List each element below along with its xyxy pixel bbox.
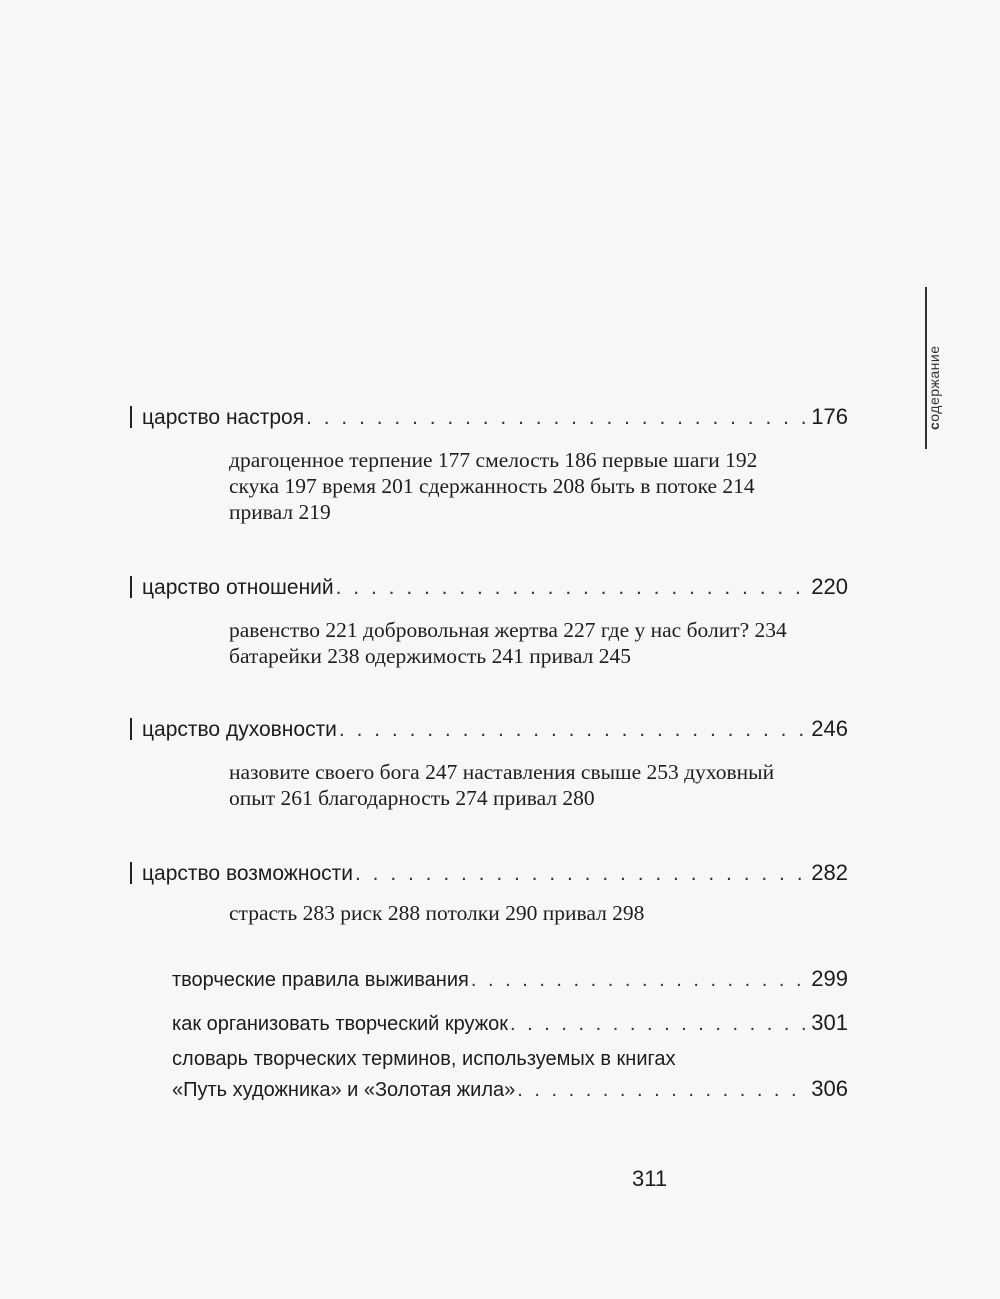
section-page: 176 — [811, 404, 848, 429]
toc-appendix-entry[interactable] — [172, 1076, 848, 1102]
subentry-line: драгоценное терпение 177 смелость 186 первые шаги 192 — [229, 448, 758, 472]
subentry-line: скука 197 время 201 сдержанность 208 быть в потоке 214 — [229, 474, 755, 498]
section-marker — [130, 406, 132, 428]
appendix-title: как организовать творческий кружок — [172, 1013, 509, 1035]
section-subentries — [229, 617, 819, 669]
subentry-line: батарейки 238 одержимость 241 привал 245 — [229, 644, 631, 668]
section-title: царство возможности — [142, 862, 353, 885]
toc-appendix-entry[interactable] — [172, 1010, 848, 1036]
section-subentries — [229, 759, 819, 811]
section-title: царство духовности — [142, 718, 337, 741]
section-page: 246 — [811, 716, 848, 741]
toc-section-heading[interactable] — [142, 860, 848, 886]
dot-leader — [517, 1079, 809, 1102]
section-subentries — [229, 447, 819, 525]
dot-leader — [355, 862, 809, 886]
page-number: 311 — [632, 1166, 668, 1191]
side-tab-rest: одержание — [926, 345, 942, 422]
dot-leader — [510, 1013, 809, 1036]
dot-leader — [471, 969, 809, 992]
subentry-line: страсть 283 риск 288 потолки 290 привал 298 — [229, 901, 645, 925]
subentry-line: привал 219 — [229, 500, 331, 524]
appendix-title: «Путь художника» и «Золотая жила» — [172, 1079, 516, 1101]
section-marker — [130, 718, 132, 740]
section-marker — [130, 862, 132, 884]
section-title: царство отношений — [142, 576, 334, 599]
toc-section-heading[interactable] — [142, 404, 848, 430]
appendix-page: 299 — [811, 966, 848, 991]
dot-leader — [336, 576, 810, 600]
section-title: царство настроя — [142, 406, 305, 429]
side-tab-first-letter: с — [926, 421, 942, 430]
subentry-line: опыт 261 благодарность 274 привал 280 — [229, 786, 595, 810]
section-page: 282 — [811, 860, 848, 885]
subentry-line: назовите своего бога 247 наставления свыше 253 духовный — [229, 760, 775, 784]
section-page: 220 — [811, 574, 848, 599]
dot-leader — [339, 718, 809, 742]
side-tab-label — [926, 345, 942, 430]
appendix-title-line: словарь творческих терминов, используемых в книгах — [172, 1048, 676, 1070]
toc-section-heading[interactable] — [142, 574, 848, 600]
toc-section-heading[interactable] — [142, 716, 848, 742]
appendix-page: 301 — [811, 1010, 848, 1035]
section-marker — [130, 576, 132, 598]
appendix-page: 306 — [811, 1076, 848, 1101]
dot-leader — [306, 406, 809, 430]
appendix-title: творческие правила выживания — [172, 969, 469, 991]
section-subentries — [229, 900, 819, 926]
subentry-line: равенство 221 добровольная жертва 227 где у нас болит? 234 — [229, 618, 787, 642]
toc-appendix-entry[interactable] — [172, 966, 848, 992]
